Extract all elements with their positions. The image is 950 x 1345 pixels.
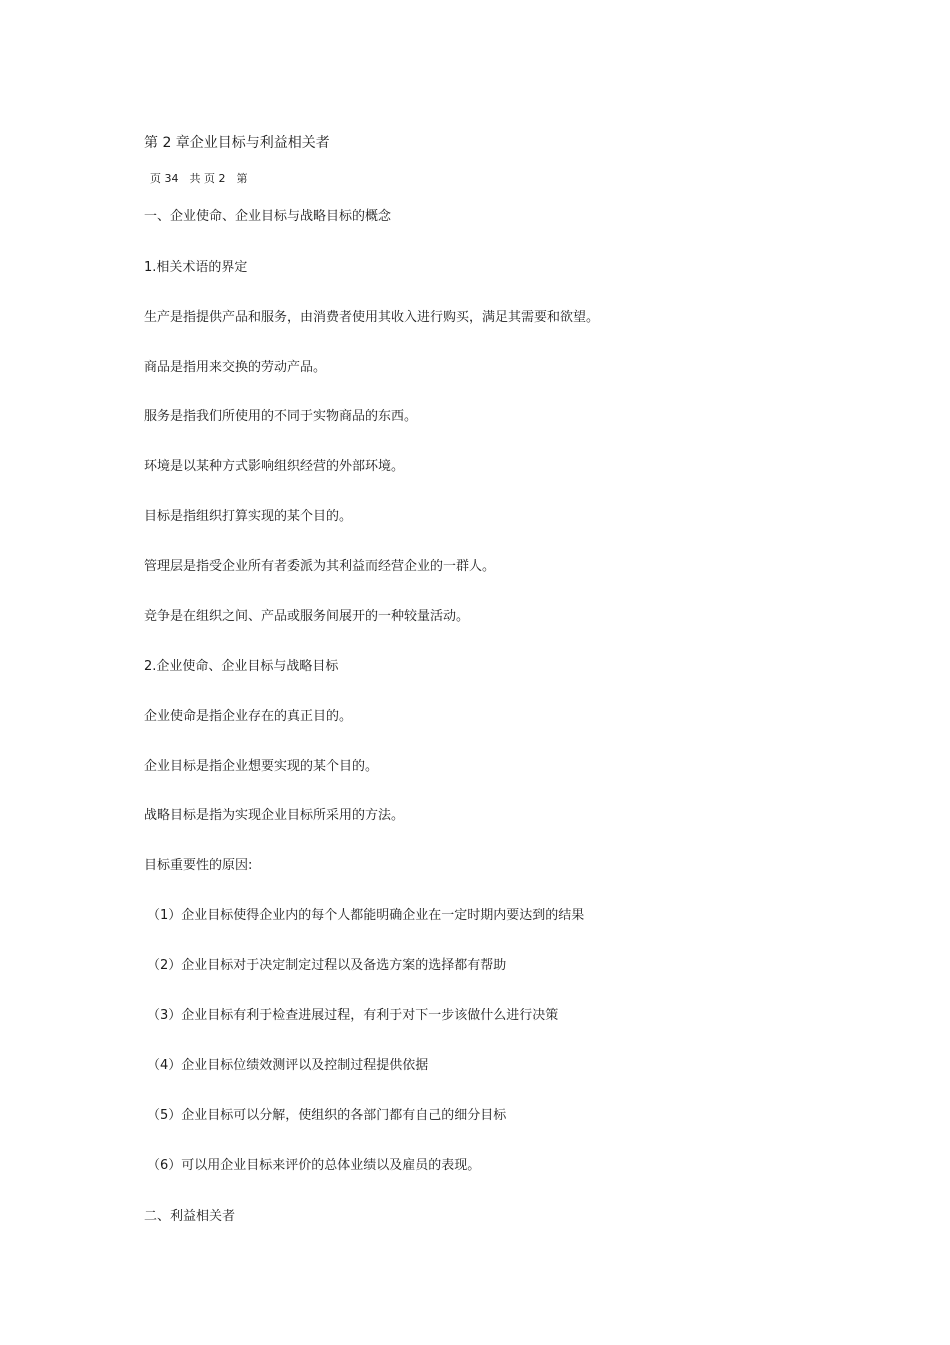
subsection-heading: 1.相关术语的界定 bbox=[144, 260, 248, 275]
paragraph: 商品是指用来交换的劳动产品。 bbox=[144, 360, 327, 375]
paragraph: 企业使命是指企业存在的真正目的。 bbox=[144, 709, 353, 724]
paragraph: 管理层是指受企业所有者委派为其利益而经营企业的一群人。 bbox=[144, 559, 496, 574]
paragraph: 环境是以某种方式影响组织经营的外部环境。 bbox=[144, 459, 405, 474]
paragraph: 战略目标是指为实现企业目标所采用的方法。 bbox=[144, 808, 405, 823]
section-heading: 一、企业使命、企业目标与战略目标的概念 bbox=[144, 209, 392, 224]
list-item: （4）企业目标位绩效测评以及控制过程提供依据 bbox=[147, 1058, 429, 1073]
paragraph: 竞争是在组织之间、产品或服务间展开的一种较量活动。 bbox=[144, 609, 470, 624]
paragraph: 目标重要性的原因: bbox=[144, 858, 253, 873]
list-item: （3）企业目标有利于检查进展过程，有利于对下一步该做什么进行决策 bbox=[147, 1008, 559, 1023]
paragraph: 生产是指提供产品和服务，由消费者使用其收入进行购买，满足其需要和欲望。 bbox=[144, 310, 600, 325]
subsection-heading: 2.企业使命、企业目标与战略目标 bbox=[144, 659, 339, 674]
paragraph: 企业目标是指企业想要实现的某个目的。 bbox=[144, 759, 379, 774]
section-heading: 二、利益相关者 bbox=[144, 1209, 236, 1224]
chapter-title: 第 2 章企业目标与利益相关者 bbox=[144, 135, 330, 151]
list-item: （1）企业目标使得企业内的每个人都能明确企业在一定时期内要达到的结果 bbox=[147, 908, 585, 923]
list-item: （5）企业目标可以分解，使组织的各部门都有自己的细分目标 bbox=[147, 1108, 507, 1123]
list-item: （2）企业目标对于决定制定过程以及备选方案的选择都有帮助 bbox=[147, 958, 507, 973]
list-item: （6）可以用企业目标来评价的总体业绩以及雇员的表现。 bbox=[147, 1158, 481, 1173]
page-info: 页 34 共 页 2 第 bbox=[150, 172, 248, 185]
paragraph: 服务是指我们所使用的不同于实物商品的东西。 bbox=[144, 409, 418, 424]
paragraph: 目标是指组织打算实现的某个目的。 bbox=[144, 509, 353, 524]
